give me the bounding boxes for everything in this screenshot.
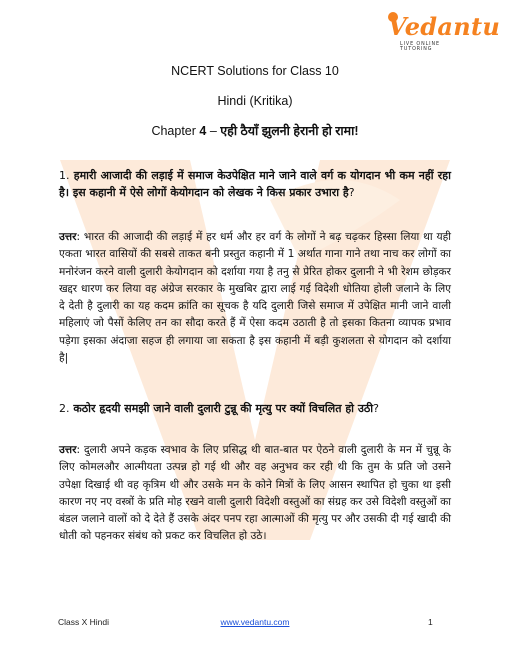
chapter-number: 4: [199, 124, 207, 138]
chapter-heading: [0, 122, 510, 139]
answer-2: [59, 442, 451, 546]
document-subject: Hindi (Kritika): [217, 94, 293, 108]
document-title: NCERT Solutions for Class 10: [171, 64, 339, 78]
vedantu-logo: [374, 10, 501, 54]
question-text: हमारी आजादी की लड़ाई में समाज केउपेक्षित माने जाने वाले वर्ग क योगदान भी कम नहीं रहा है। इस कहानी में ऐसे लोगों केयोगदान को लेखक ने किस प्रकार उभारा है: [59, 169, 451, 200]
question-2: [59, 400, 451, 417]
answer-text: : भारत की आजादी की लड़ाई में हर धर्म और हर वर्ग के लोगों ने बढ़ चढ़कर हिस्सा लिया था यही एकता भारत वासियों की सबसे ताकत बनी प्रस्तुत कहानी में 1 अर्थात गाना गाने तथा नाच कर लोगों का मनोरंजन करने वाली दुलारी केयोगदान को दर्शाया गया है तनु से प्रेरित होकर दुलानी ने भी रेशम छोड़कर खद्दर धारण कर लिया वह अंग्रेज सरकार के मुखबिर द्वारा लाई गई विदेशी धोतिया होली जलाने के लिए दे देती है दुलारी का यह कदम क्रांति का सूचक है यदि दुलारी जिसे समाज में उपेक्षित मानी जाने वाली महिलाएं जो पैसों केलिए तन का सौदा करते हैं में ऐसा कदम उठाती है तो इसका कितना व्यापक प्रभाव पड़ेगा इसका अंदाजा सहज ही लगाया जा सकता है इस कहानी में बड़ी कुशलता से योगदान को दर्शाया है|: [59, 231, 451, 365]
question-mark: ?: [373, 402, 379, 415]
answer-label: उत्तर: [59, 231, 77, 243]
answer-text: : दुलारी अपने कड़क स्वभाव के लिए प्रसिद्ध थी बात-बात पर ऐठने वाली दुलारी के मन में चुन्नू के लिए कोमलऔर आत्मीयता उत्पन्न हो गई थी और वह अनुभव कर रही थी कि तुम के प्रति जो उसने उपेक्षा दिखाई थी वह कृत्रिम थी और उसके मन के कोने मित्रों के लिए आसन स्थापित हो चुका था इसी कारण नए नए वस्त्रों के प्रति मोह रखने वाली दुलारी विदेशी वस्तुओं का संग्रह कर उसे विदेशी वस्तुओं का बंडल जलाने वालों को दे देते हैं उसके अंदर पनप रहा आत्माओं की मृत्यु पर और उसकी दी गई खादी की धोती को पहनकर संबंध को प्रकट कर विचलित हो उठे।: [59, 444, 451, 543]
footer-website-link[interactable]: www.vedantu.com: [220, 617, 290, 627]
chapter-prefix: Chapter: [151, 124, 200, 138]
question-1: [59, 167, 451, 202]
question-number: 2.: [59, 402, 70, 415]
question-text: कठोर हृदयी समझी जाने वाली दुलारी टुन्नू की मृत्यु पर क्यों विचलित हो उठी: [73, 402, 374, 415]
question-mark: ?: [348, 186, 355, 200]
footer-link-wrap: [0, 617, 510, 627]
answer-label: उत्तर: [59, 444, 77, 456]
footer-class-label: Class X Hindi: [58, 617, 110, 627]
logo-wordmark: Vedantu: [388, 12, 501, 41]
chapter-separator: –: [206, 124, 221, 138]
chapter-title: एही ठैयाँ झुलनी हेरानी हो रामा!: [220, 124, 359, 138]
logo-tagline: LIVE ONLINE TUTORING: [400, 42, 440, 52]
page-number: 1: [428, 617, 433, 627]
answer-1: [59, 229, 451, 367]
question-number: 1.: [59, 169, 70, 182]
